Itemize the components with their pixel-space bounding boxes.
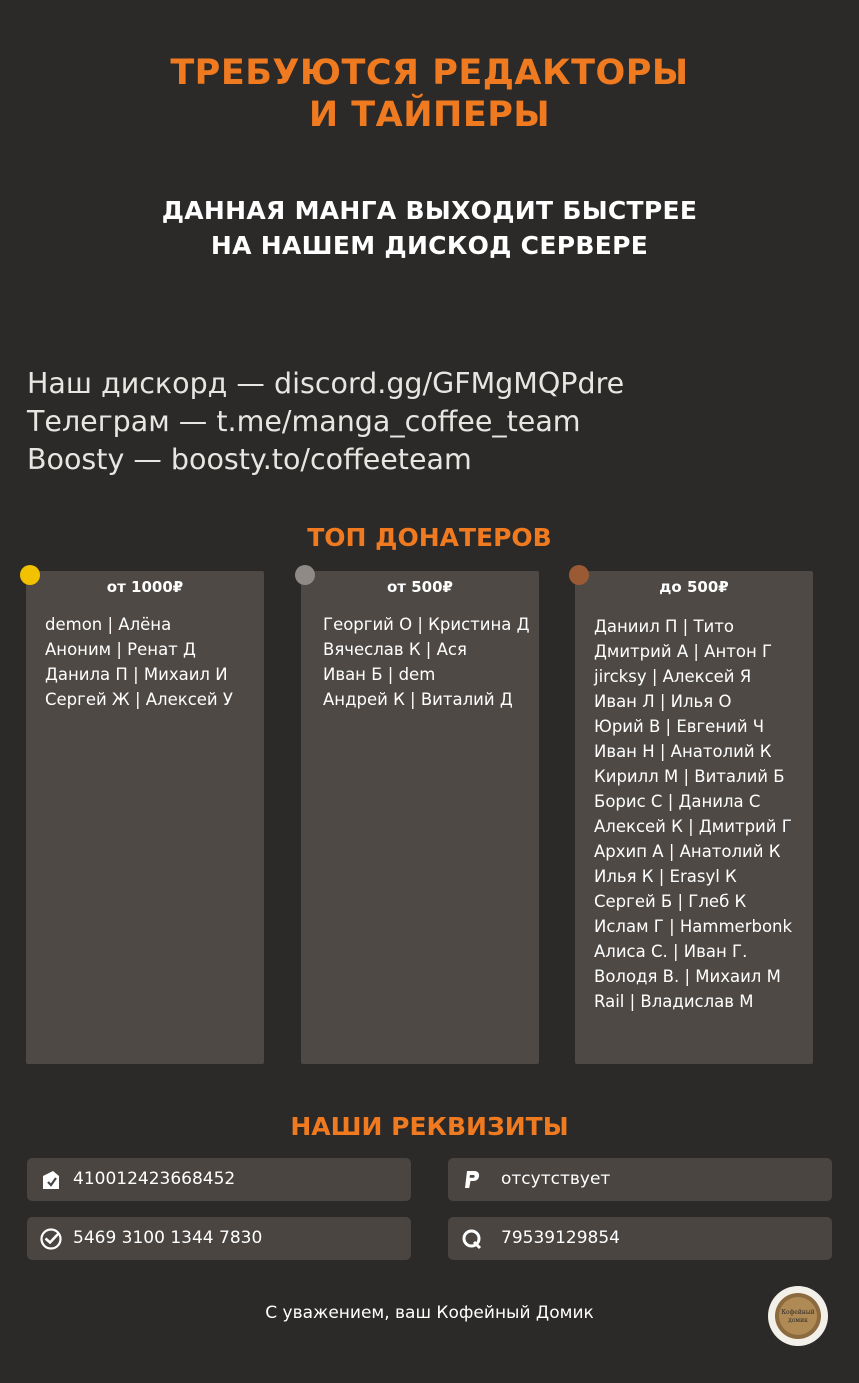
yoomoney-icon [39, 1168, 63, 1192]
links-block [27, 365, 847, 479]
yoomoney-number: 410012423668452 [73, 1169, 236, 1189]
donor-row: Иван Н | Анатолий К [594, 742, 772, 761]
recruit-title-line1: ТРЕБУЮТСЯ РЕДАКТОРЫ [170, 53, 689, 93]
donor-row: Дмитрий А | Антон Г [594, 642, 773, 661]
donor-row: Алиса С. | Иван Г. [594, 942, 748, 961]
donor-card-500 [301, 571, 539, 1064]
recruit-title [0, 52, 859, 136]
donor-row: Сергей Б | Глеб К [594, 892, 747, 911]
paypal-status: отсутствует [501, 1169, 611, 1189]
donor-row: Кирилл М | Виталий Б [594, 767, 785, 786]
recruit-title-line2: И ТАЙПЕРЫ [308, 95, 551, 135]
donor-row: Архип А | Анатолий К [594, 842, 781, 861]
sberbank-card-number: 5469 3100 1344 7830 [73, 1228, 263, 1248]
donor-row: Rail | Владислав М [594, 992, 754, 1011]
donor-row: Вячеслав К | Ася [323, 640, 467, 659]
paypal-requisite[interactable] [448, 1158, 832, 1201]
svg-text:домик: домик [788, 1317, 808, 1324]
donor-row: Даниил П | Тито [594, 617, 734, 636]
sberbank-icon [39, 1227, 63, 1251]
boosty-link[interactable]: Boosty — boosty.to/coffeeteam [27, 443, 472, 476]
yoomoney-requisite[interactable] [27, 1158, 411, 1201]
qiwi-icon [460, 1227, 484, 1251]
qiwi-number: 79539129854 [501, 1228, 620, 1248]
donor-tier-label: от 500₽ [387, 578, 453, 596]
donor-row: Володя В. | Михаил М [594, 967, 781, 986]
qiwi-requisite[interactable] [448, 1217, 832, 1260]
donor-row: Андрей К | Виталий Д [323, 690, 513, 709]
donor-list [45, 612, 258, 712]
donor-row: Ислам Г | Hammerbonk [594, 917, 793, 936]
release-note-line1: ДАННАЯ МАНГА ВЫХОДИТ БЫСТРЕЕ [161, 196, 698, 225]
donor-row: Сергей Ж | Алексей У [45, 690, 233, 709]
donor-tier-label: от 1000₽ [106, 578, 184, 596]
svg-text:Кофейный: Кофейный [781, 1309, 815, 1316]
donor-row: Алексей К | Дмитрий Г [594, 817, 792, 836]
donor-list [323, 612, 533, 712]
discord-link[interactable]: Наш дискорд — discord.gg/GFMgMQPdre [27, 367, 625, 400]
donor-card-1000 [26, 571, 264, 1064]
telegram-link[interactable]: Телеграм — t.me/manga_coffee_team [27, 405, 581, 438]
donor-list [594, 614, 807, 1014]
sberbank-requisite[interactable] [27, 1217, 411, 1260]
donor-row: Иван Л | Илья О [594, 692, 732, 711]
donor-row: Аноним | Ренат Д [45, 640, 196, 659]
donor-row: jircksy | Алексей Я [594, 667, 752, 686]
donor-row: Юрий В | Евгений Ч [594, 717, 765, 736]
signature: С уважением, ваш Кофейный Домик [265, 1303, 594, 1323]
release-note [0, 193, 859, 263]
requisites-title: НАШИ РЕКВИЗИТЫ [290, 1112, 569, 1141]
donor-row: Илья К | Erasyl К [594, 867, 737, 886]
donor-row: demon | Алёна [45, 615, 172, 634]
donor-row: Данила П | Михаил И [45, 665, 228, 684]
top-donors-title: ТОП ДОНАТЕРОВ [307, 523, 552, 552]
donor-row: Борис С | Данила С [594, 792, 761, 811]
donor-row: Георгий О | Кристина Д [323, 615, 530, 634]
paypal-icon [460, 1168, 484, 1192]
donor-card-under-500 [575, 571, 813, 1064]
donor-row: Иван Б | dem [323, 665, 436, 684]
donor-tier-label: до 500₽ [659, 578, 729, 596]
coffee-house-logo [768, 1286, 828, 1346]
release-note-line2: НА НАШЕМ ДИСКОД СЕРВЕРЕ [210, 231, 649, 260]
